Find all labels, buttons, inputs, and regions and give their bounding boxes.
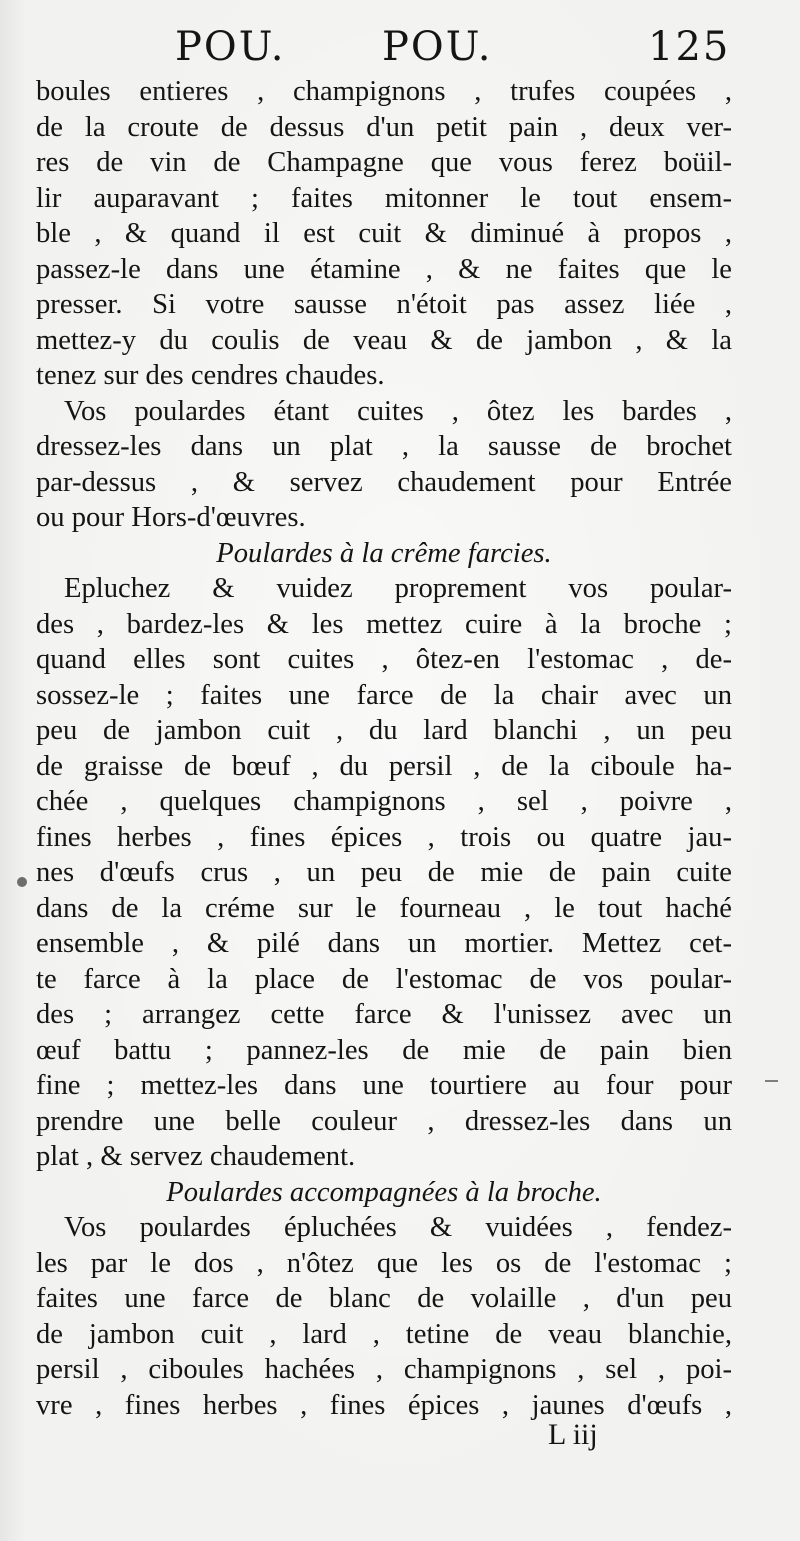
- text-line: boules entieres , champignons , trufes coupées ,: [36, 76, 732, 107]
- text-line: chée , quelques champignons , sel , poivre ,: [36, 786, 732, 817]
- margin-mark: [765, 1080, 778, 1082]
- text-line: prendre une belle couleur , dressez-les dans un: [36, 1105, 732, 1137]
- section-heading: Poulardes accompagnées à la broche.: [166, 1176, 602, 1208]
- text-line: mettez-y du coulis de veau & de jambon , & la: [36, 324, 732, 356]
- text-line: res de vin de Champagne que vous ferez boüil-: [36, 147, 732, 178]
- text-line: passez-le dans une étamine , & ne faites que le: [36, 253, 732, 285]
- text-line: de jambon cuit , lard , tetine de veau blanchie,: [36, 1318, 732, 1350]
- text-line: ensemble , & pilé dans un mortier. Mettez cet-: [36, 928, 732, 959]
- text-line: tenez sur des cendres chaudes.: [36, 360, 385, 391]
- text-line: Vos poulardes épluchées & vuidées , fendez-: [64, 1212, 732, 1243]
- text-line: dressez-les dans un plat , la sausse de brochet: [36, 431, 732, 462]
- text-line: vre , fines herbes , fines épices , jaunes d'œufs ,: [36, 1389, 732, 1421]
- page-gutter-shadow: [0, 0, 26, 1541]
- text-line: de graisse de bœuf , du persil , de la ciboule ha-: [36, 750, 732, 782]
- text-line: nes d'œufs crus , un peu de mie de pain cuite: [36, 857, 732, 888]
- text-line: de la croute de dessus d'un petit pain , deux ver-: [36, 111, 732, 143]
- header-center-title: POU.: [382, 24, 493, 70]
- text-line: par-dessus , & servez chaudement pour Entrée: [36, 466, 732, 498]
- text-line: faites une farce de blanc de volaille , d'un peu: [36, 1283, 732, 1314]
- text-line: peu de jambon cuit , du lard blanchi , un peu: [36, 715, 732, 746]
- text-line: Epluchez & vuidez proprement vos poular-: [64, 573, 732, 604]
- section-heading: Poulardes à la crême farcies.: [216, 537, 552, 569]
- text-line: quand elles sont cuites , ôtez-en l'estomac , de-: [36, 644, 732, 675]
- text-line: fine ; mettez-les dans une tourtiere au four pour: [36, 1070, 732, 1101]
- page-number: 125: [648, 24, 731, 70]
- text-line: sossez-le ; faites une farce de la chair avec un: [36, 679, 732, 711]
- running-header: [0, 18, 800, 76]
- text-line: ou pour Hors-d'œuvres.: [36, 502, 306, 533]
- text-line: persil , ciboules hachées , champignons , sel , poi-: [36, 1354, 732, 1385]
- text-line: ble , & quand il est cuit & diminué à propos ,: [36, 218, 732, 249]
- text-line: les par le dos , n'ôtez que les os de l'estomac ;: [36, 1247, 732, 1279]
- text-line: lir auparavant ; faites mitonner le tout ensem-: [36, 182, 732, 214]
- ink-spot: [17, 877, 27, 887]
- text-line: plat , & servez chaudement.: [36, 1141, 356, 1172]
- text-line: fines herbes , fines épices , trois ou quatre jau-: [36, 821, 732, 853]
- text-line: Vos poulardes étant cuites , ôtez les bardes ,: [64, 395, 732, 427]
- text-line: des , bardez-les & les mettez cuire à la broche ;: [36, 608, 732, 640]
- printer-signature: L iij: [548, 1418, 598, 1451]
- text-line: presser. Si votre sausse n'étoit pas assez liée ,: [36, 289, 732, 320]
- text-line: œuf battu ; pannez-les de mie de pain bien: [36, 1034, 732, 1066]
- text-line: te farce à la place de l'estomac de vos poular-: [36, 963, 732, 995]
- text-line: dans de la créme sur le fourneau , le tout haché: [36, 892, 732, 924]
- page-body: [36, 74, 732, 1423]
- header-left-title: POU.: [175, 24, 286, 70]
- text-line: des ; arrangez cette farce & l'unissez avec un: [36, 999, 732, 1030]
